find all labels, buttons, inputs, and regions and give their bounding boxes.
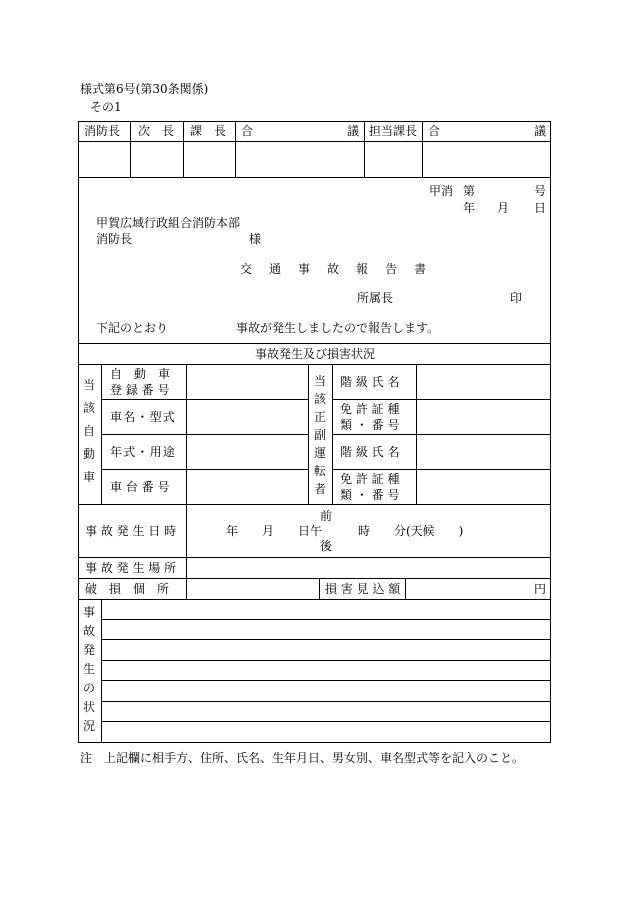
doc-number-dai: 第 — [463, 184, 476, 198]
vehicle-group-label: 当 該 自 動 車 — [83, 378, 96, 484]
footnote: 注 上記欄に相手方、住所、氏名、生年月日、男女別、車名型式等を記入のこと。 — [80, 751, 525, 765]
section-title: 事故発生及び損害状況 — [255, 347, 376, 361]
seal-mark: 印 — [510, 291, 523, 305]
vehicle-reg-label-2: 登 録 番 号 — [110, 383, 170, 397]
form-subnumber: その1 — [90, 100, 122, 114]
vehicle-reg-label-1: 自 動 車 — [110, 367, 171, 381]
driver-group-label: 当 該 正 副 運 転 者 — [314, 374, 327, 496]
document-title: 交 通 事 故 報 告 書 — [240, 262, 433, 276]
approval-deputy: 次 長 — [138, 124, 175, 138]
approval-chief: 消防長 — [84, 124, 121, 138]
addressee-honorific: 様 — [249, 232, 262, 246]
approval-section-chief: 課 長 — [190, 124, 227, 138]
body-right: 事故が発生しましたので報告します。 — [236, 321, 440, 335]
incident-pm: 後 — [320, 539, 333, 553]
driver-license-2-line1: 免 許 証 種 — [340, 472, 400, 486]
date-year: 年 — [463, 201, 476, 215]
approval-consult-2: 合 — [428, 124, 441, 138]
approval-discuss: 議 — [347, 124, 360, 138]
incident-datetime-label: 事 故 発 生 日 時 — [85, 524, 177, 538]
situation-label: 事 故 発 生 の 状 況 — [83, 605, 96, 733]
driver-rank-name-2: 階 級 氏 名 — [340, 445, 400, 459]
damage-location-label: 破 損 個 所 — [85, 582, 170, 596]
vehicle-year-use-label: 年式・用途 — [110, 445, 177, 459]
doc-number-prefix: 甲消 — [429, 184, 454, 198]
vehicle-model-label: 車名・型式 — [110, 410, 177, 424]
driver-license-2-line2: 類 ・ 番 号 — [340, 488, 400, 502]
sender-label: 所属長 — [357, 291, 394, 305]
addressee-title: 消防長 — [96, 232, 133, 246]
addressee-org: 甲賀広域行政組合消防本部 — [96, 216, 241, 230]
approval-consult: 合 — [241, 124, 254, 138]
form-number: 様式第6号(第30条関係) — [80, 82, 209, 96]
driver-rank-name-1: 階 級 氏 名 — [340, 375, 400, 389]
incident-am: 前 — [320, 509, 333, 523]
approval-discuss-2: 議 — [534, 124, 547, 138]
date-month: 月 — [497, 201, 510, 215]
incident-place-label: 事 故 発 生 場 所 — [85, 561, 177, 575]
loss-estimate-label: 損 害 見 込 額 — [325, 582, 401, 596]
body-left: 下記のとおり — [96, 321, 169, 335]
doc-number-go: 号 — [534, 184, 547, 198]
date-day: 日 — [534, 201, 547, 215]
driver-license-1-line1: 免 許 証 種 — [340, 402, 400, 416]
approval-in-charge: 担当課長 — [369, 124, 418, 138]
driver-license-1-line2: 類 ・ 番 号 — [340, 418, 400, 432]
incident-date-line: 年 月 日午 時 分(天候 ) — [226, 524, 464, 538]
vehicle-chassis-label: 車 台 番 号 — [110, 480, 170, 494]
yen-unit: 円 — [534, 582, 547, 596]
